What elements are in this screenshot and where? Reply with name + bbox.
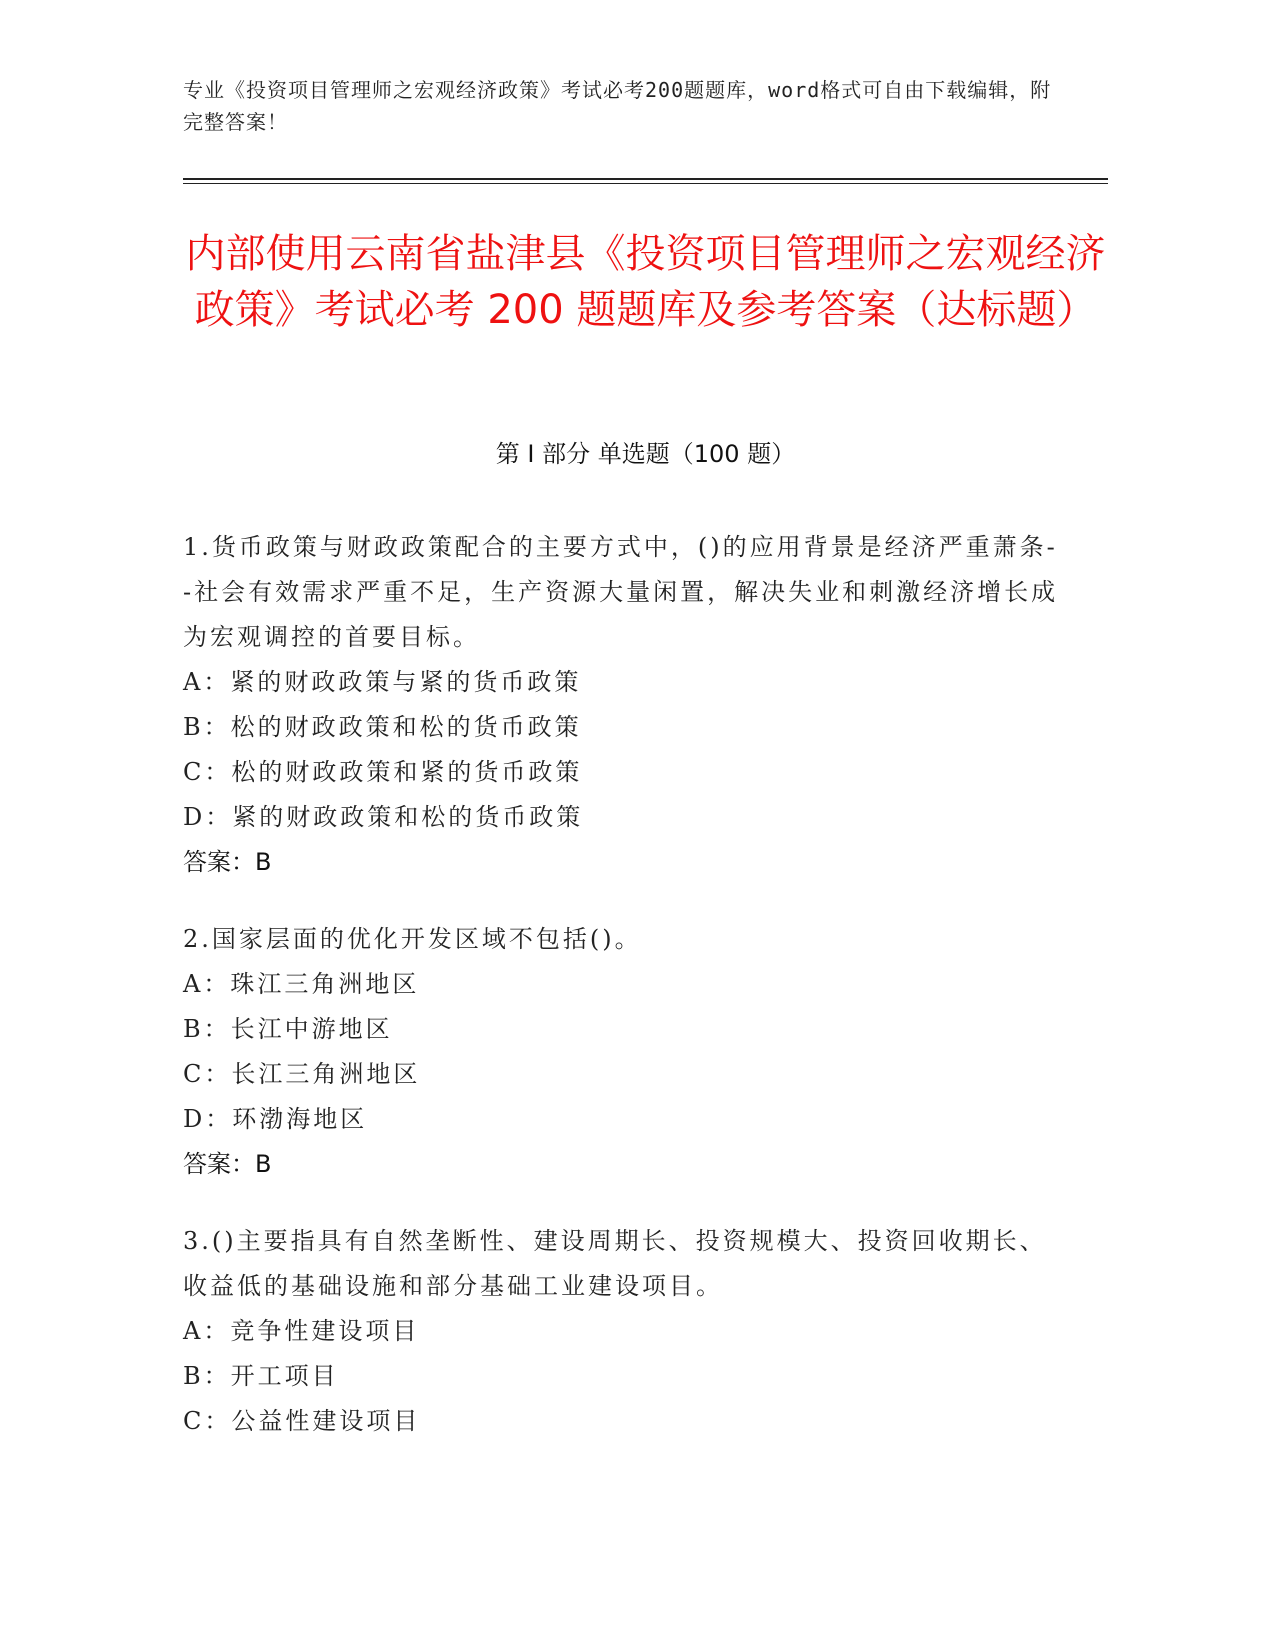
- option-b: B：开工项目: [183, 1362, 339, 1390]
- option-a: A：珠江三角洲地区: [183, 970, 420, 998]
- question-2: [183, 917, 1063, 1187]
- header-divider-thin: [183, 183, 1108, 184]
- option-a: A：紧的财政政策与紧的货币政策: [183, 668, 582, 696]
- question-stem: 1.货币政策与财政政策配合的主要方式中，()的应用背景是经济严重萧条--社会有效需求严重不足，生产资源大量闲置，解决失业和刺激经济增长成为宏观调控的首要目标。: [183, 533, 1059, 651]
- question-stem: 3.()主要指具有自然垄断性、建设周期长、投资规模大、投资回收期长、收益低的基础设施和部分基础工业建设项目。: [183, 1227, 1047, 1300]
- option-b: B：长江中游地区: [183, 1015, 393, 1043]
- document-title: 内部使用云南省盐津县《投资项目管理师之宏观经济政策》考试必考 200 题题库及参考答案（达标题）: [185, 231, 1106, 333]
- question-stem: 2.国家层面的优化开发区域不包括()。: [183, 925, 642, 953]
- section-heading: 第 I 部分 单选题（100 题）: [495, 440, 796, 468]
- option-c: C：长江三角洲地区: [183, 1060, 421, 1088]
- header-note: 专业《投资项目管理师之宏观经济政策》考试必考200题题库，word格式可自由下载编辑，附完整答案！: [183, 78, 1052, 134]
- answer: 答案：B: [183, 848, 272, 876]
- option-d: D：紧的财政政策和松的货币政策: [183, 803, 584, 831]
- answer: 答案：B: [183, 1150, 272, 1178]
- option-a: A：竞争性建设项目: [183, 1317, 420, 1345]
- option-b: B：松的财政政策和松的货币政策: [183, 713, 582, 741]
- option-c: C：公益性建设项目: [183, 1407, 421, 1435]
- question-1: [183, 525, 1063, 885]
- question-list: [183, 525, 1063, 1476]
- option-c: C：松的财政政策和紧的货币政策: [183, 758, 583, 786]
- question-3: [183, 1219, 1063, 1444]
- header-divider: [183, 178, 1108, 180]
- option-d: D：环渤海地区: [183, 1105, 368, 1133]
